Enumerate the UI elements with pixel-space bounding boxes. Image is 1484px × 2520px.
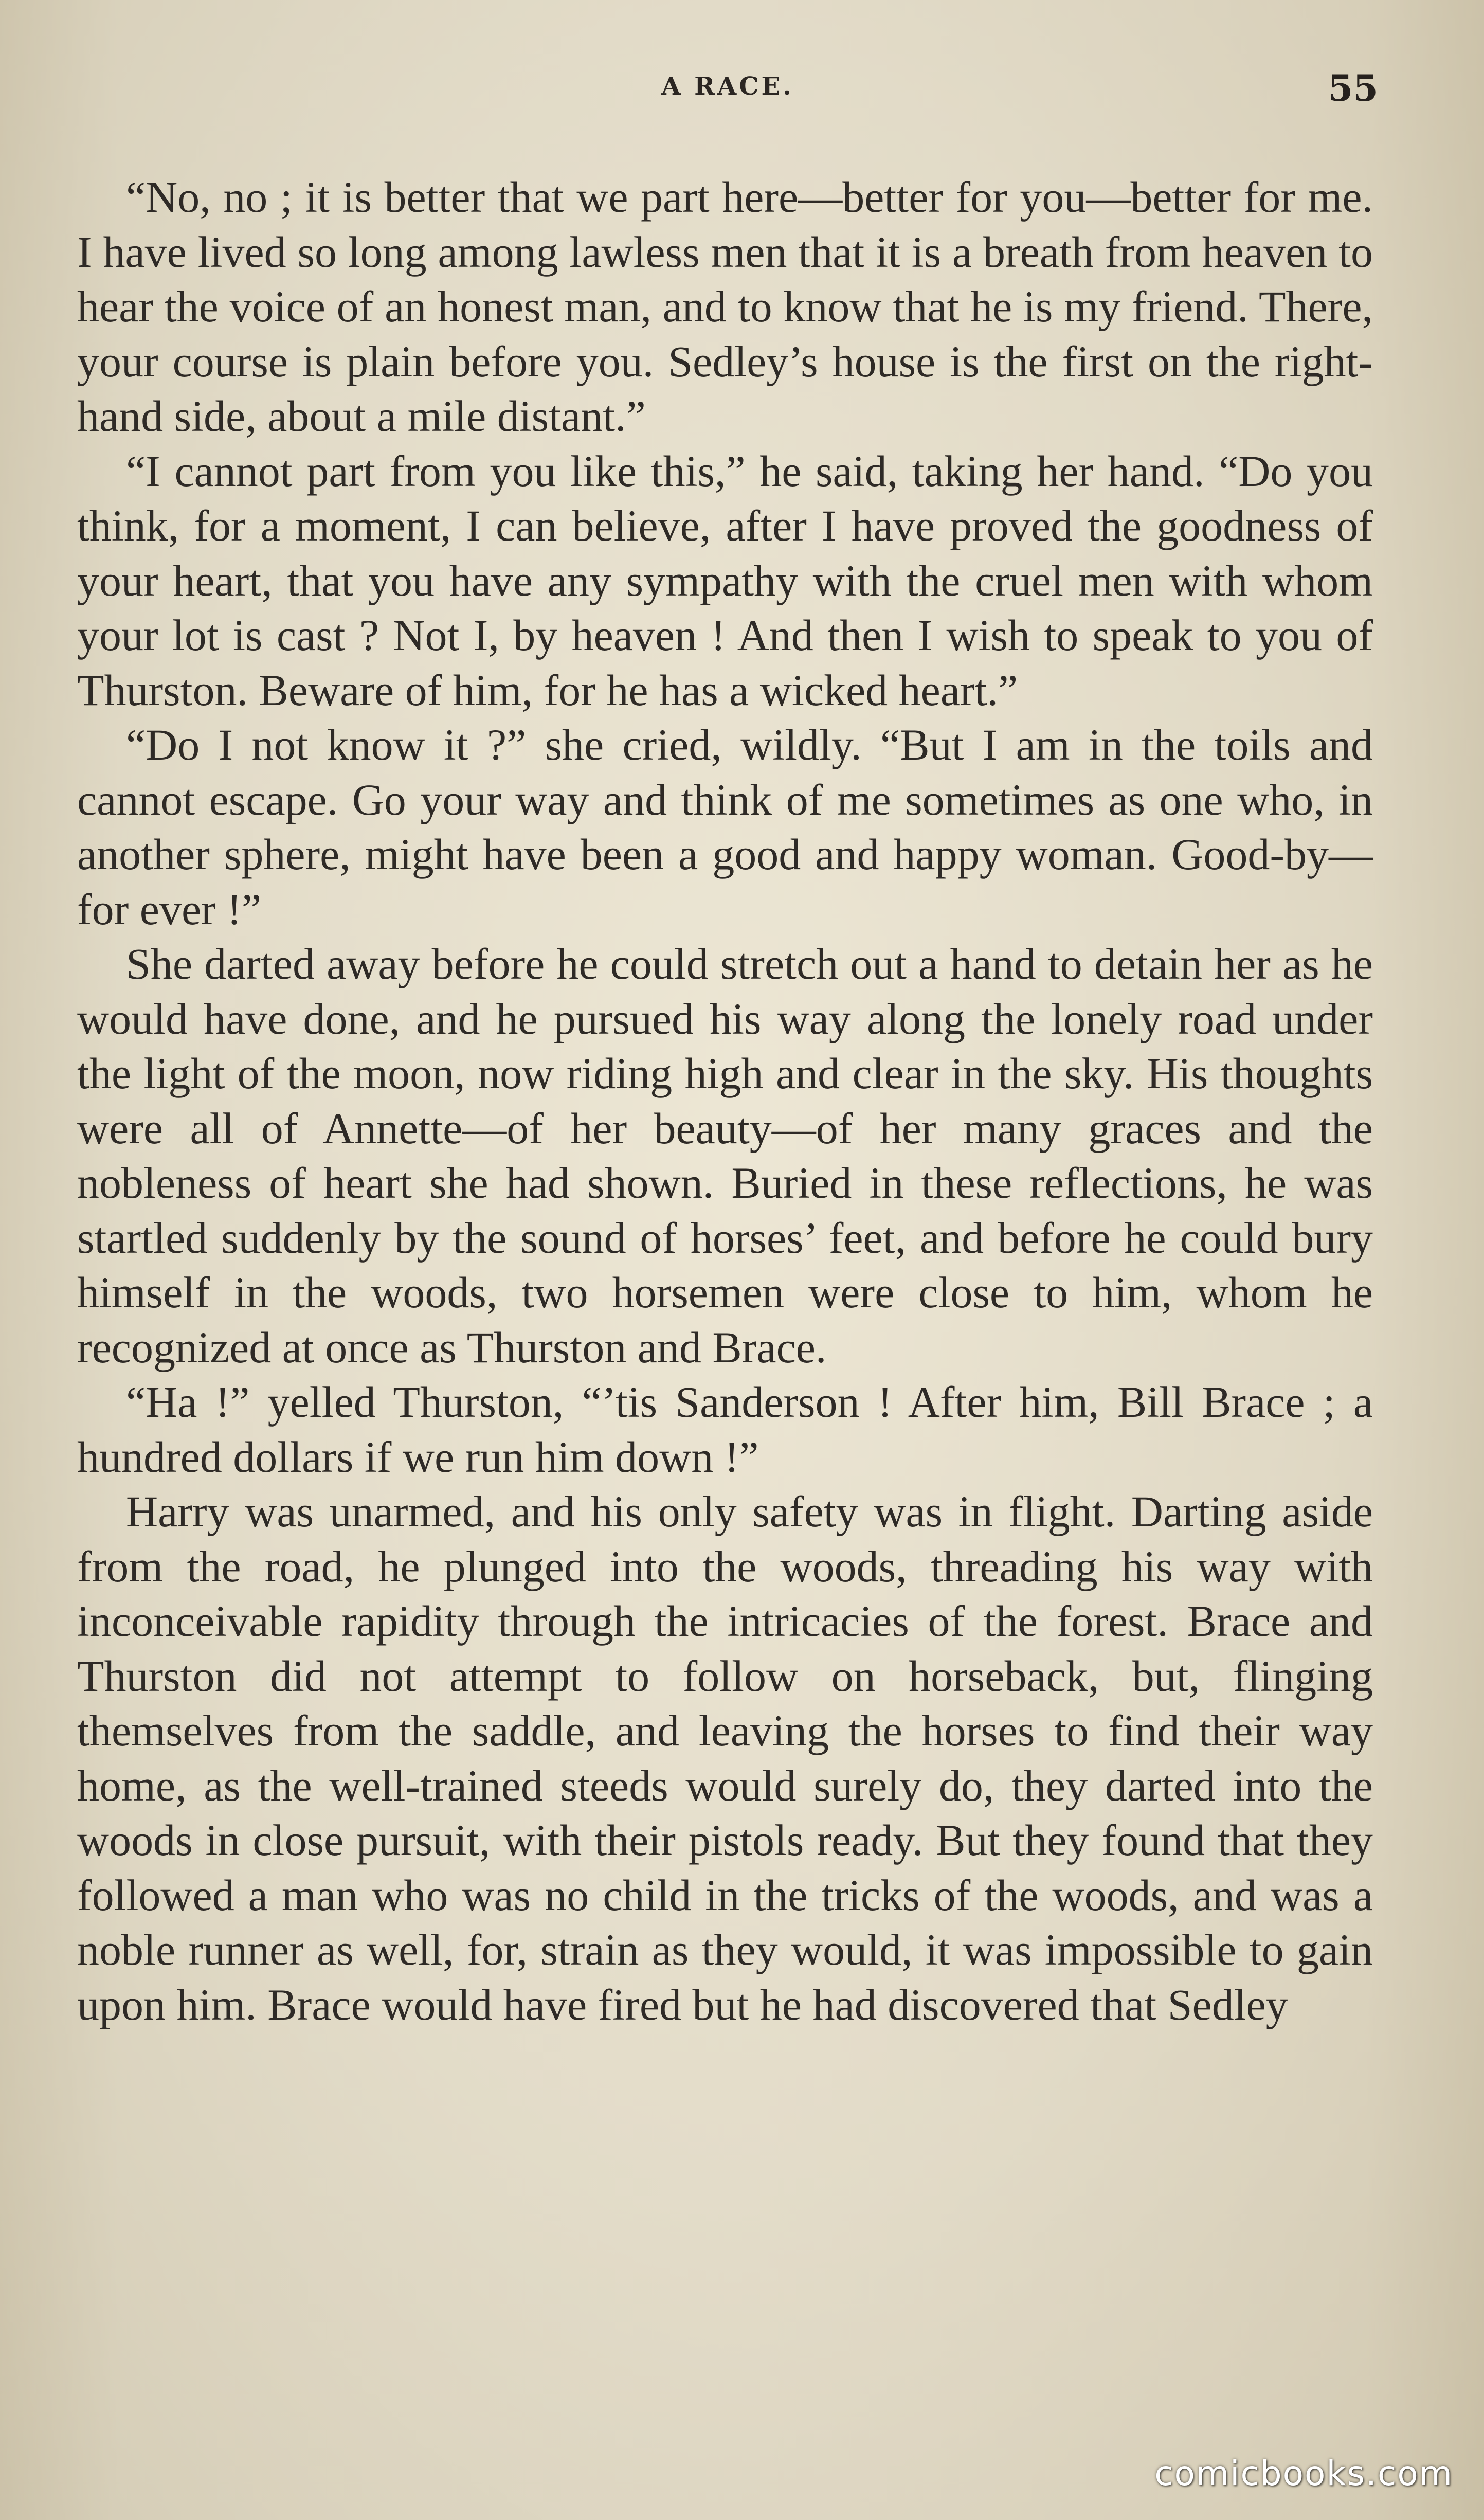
paragraph: “Do I not know it ?” she cried, wildly. “But I am in the toils and cannot escape. Go your way and think of me sometimes as one who, in another sphere, might have been a good and happy woman. Good-by—for ever !” (77, 720, 1373, 934)
paragraph: Harry was unarmed, and his only safety was in flight. Darting aside from the road, he plunged into the woods, threading his way with inconceivable rapidity through the intricacies of the forest. Brace and Thurston did not attempt to follow on horseback, but, flinging themselves from the saddle, and leaving the horses to find their way home, as the well-trained steeds would surely do, they darted into the woods in close pursuit, with their pistols ready. But they found that they followed a man who was no child in the tricks of the woods, and was a noble runner as well, for, strain as they would, it was impossible to gain upon him. Brace would have fired but he had discovered that Sedley (77, 1487, 1373, 2029)
paragraph: “No, no ; it is better that we part here—better for you—better for me. I have lived so long among lawless men that it is a breath from heaven to hear the voice of an honest man, and to know that he is my friend. There, your course is plain before you. Sedley’s house is the first on the right-hand side, about a mile distant.” (77, 172, 1373, 441)
watermark-logo: comicbooks.com (1154, 2454, 1453, 2493)
paragraph: “Ha !” yelled Thurston, “’tis Sanderson ! After him, Bill Brace ; a hundred dollars if we run him down !” (77, 1377, 1373, 1482)
running-head: A RACE. (661, 72, 794, 101)
page-header (77, 67, 1378, 123)
paragraph: She darted away before he could stretch out a hand to detain her as he would have done, and he pursued his way along the lonely road under the light of the moon, now riding high and clear in the sky. His thoughts were all of Annette—of her beauty—of her many graces and the nobleness of heart she had shown. Buried in these reflections, he was startled suddenly by the sound of horses’ feet, and before he could bury himself in the woods, two horsemen were close to him, whom he recognized at once as Thurston and Brace. (77, 939, 1373, 1372)
body-text (77, 170, 1373, 2032)
page-number: 55 (1328, 67, 1378, 110)
paragraph: “I cannot part from you like this,” he said, taking her hand. “Do you think, for a moment, I can believe, after I have proved the goodness of your heart, that you have any sympathy with the cruel men with whom your lot is cast ? Not I, by heaven ! And then I wish to speak to you of Thurston. Beware of him, for he has a wicked heart.” (77, 446, 1373, 715)
